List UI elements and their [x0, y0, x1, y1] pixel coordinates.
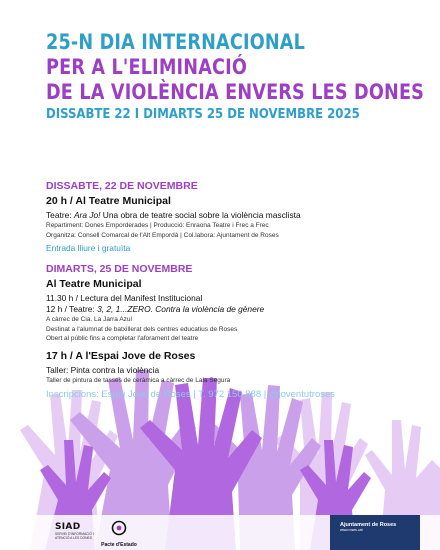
theatre-prefix: Teatre: [46, 210, 74, 220]
day1-venue: 20 h / Al Teatre Municipal [46, 195, 171, 207]
event-dates: DISSABTE 22 I DIMARTS 25 DE NOVEMBRE 2025 [46, 107, 360, 122]
title-line-2: PER A L'ELIMINACIÓ [46, 55, 248, 79]
day1-org: Organitza: Consell Comarcal de l'Alt Empordà | Col.labora: Ajuntament de Roses [46, 231, 279, 239]
title-block [46, 32, 426, 122]
day2-heading: DIMARTS, 25 DE NOVEMBRE [46, 263, 193, 275]
day2-workshop-desc: Taller de pintura de tasses de ceràmica a càrrec de Laia Segura [46, 376, 231, 384]
day2-item2-audience: Destinat a l'alumnat de batxillerat dels centres educatius de Roses [46, 325, 238, 333]
day1-theatre [46, 210, 426, 221]
title-line-1: 25-N DIA INTERNACIONAL [46, 30, 306, 54]
theatre-desc: Una obra de teatre social sobre la violència masclista [100, 210, 301, 220]
day1-cast: Repartiment: Dones Emporderades | Producció: Enraona Teatre i Frec a Frec [46, 222, 269, 229]
item2-title: 3, 2, 1...ZERO. Contra la violència de gènere [97, 304, 265, 314]
day2-item2-company: A càrrec de Cia. La Jarra Azul [46, 316, 132, 323]
day2-item2-open: Obert al públic fins a completar l'aforament del teatre [46, 335, 199, 342]
day1-heading: DISSABTE, 22 DE NOVEMBRE [46, 180, 198, 192]
pacte-estado-logo [100, 520, 138, 548]
item2-prefix: 12 h / Teatre: [46, 304, 98, 314]
siad-logo-text: SIAD [55, 522, 81, 532]
siad-logo-subtitle: SERVEI D'INFORMACIÓ I ATENCIÓ A LES DONES [55, 532, 94, 540]
day2-venue: Al Teatre Municipal [46, 278, 142, 290]
program [46, 180, 426, 400]
pacte-emblem-icon [111, 520, 127, 536]
ajuntament-web: www.roses.cat [340, 528, 363, 532]
day2-item2 [46, 304, 426, 315]
day1-entry: Entrada lliure i gratuïta [46, 243, 131, 253]
siad-logo [55, 522, 95, 540]
title-line-3: DE LA VIOLÈNCIA ENVERS LES DONES [46, 80, 425, 104]
day2-workshop: Taller: Pinta contra la violència [46, 364, 160, 375]
inscriptions: Inscripcions: Espai Jove de Roses | T. 972 150 888 | @joventutroses [46, 389, 336, 400]
pacte-label: Pacte d'Estado [101, 542, 137, 548]
ajuntament-name: Ajuntament de Roses [340, 522, 397, 528]
ajuntament-logo [340, 522, 396, 532]
theatre-title: Ara Jo! [73, 210, 101, 220]
day2-item1: 11.30 h / Lectura del Manifest Institucional [46, 293, 203, 303]
day2-venue2: 17 h / A l'Espai Jove de Roses [46, 349, 196, 362]
